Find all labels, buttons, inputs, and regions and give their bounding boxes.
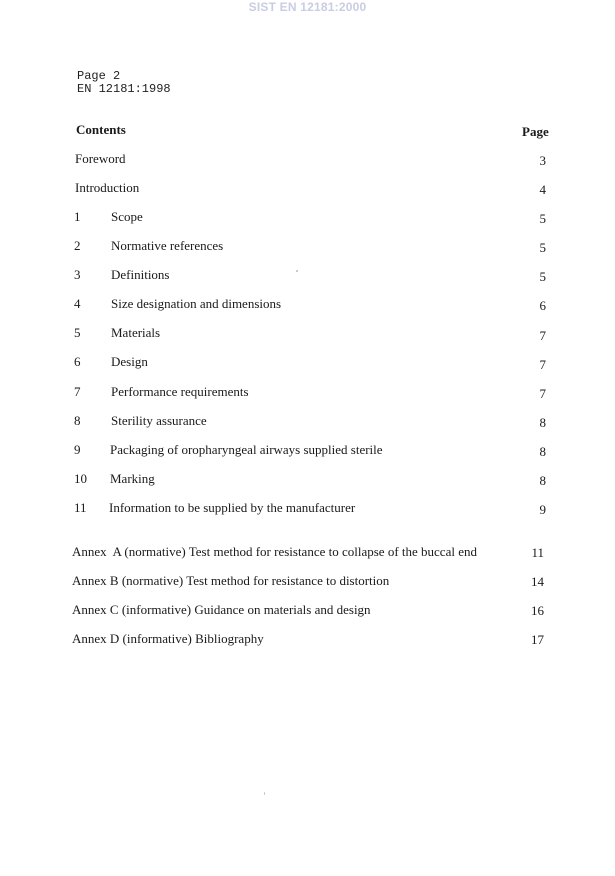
- toc-annex-d: [0, 631, 615, 647]
- toc-clause-number: 9: [74, 442, 81, 457]
- toc-clause-number: 8: [74, 413, 81, 428]
- toc-annex-page: 16: [531, 603, 544, 618]
- toc-clause-page: 5: [539, 211, 546, 226]
- toc-clause-number: 1: [74, 209, 81, 224]
- toc-clause-page: 8: [539, 473, 546, 488]
- toc-clause-11: [0, 500, 615, 516]
- toc-clause-number: 11: [74, 500, 87, 515]
- toc-clause-number: 3: [74, 267, 81, 282]
- toc-clause-3: [0, 267, 615, 283]
- toc-clause-number: 4: [74, 296, 81, 311]
- toc-clause-1: [0, 209, 615, 225]
- toc-entry-title: Introduction: [75, 180, 140, 195]
- toc-clause-page: 7: [539, 328, 546, 343]
- toc-clause-page: 6: [539, 298, 546, 313]
- toc-entry-title: Foreword: [75, 151, 126, 166]
- toc-clause-6: [0, 354, 615, 370]
- toc-clause-title: Marking: [110, 471, 155, 486]
- toc-clause-7: [0, 384, 615, 400]
- toc-annex-a: [0, 544, 615, 560]
- toc-clause-title: Scope: [111, 209, 143, 224]
- toc-clause-number: 10: [74, 471, 87, 486]
- toc-clause-number: 7: [74, 384, 81, 399]
- toc-clause-5: [0, 325, 615, 341]
- toc-entry-page: 4: [539, 182, 546, 197]
- toc-clause-title: Normative references: [111, 238, 224, 253]
- toc-clause-title: Materials: [111, 325, 161, 340]
- toc-entry-foreword: [0, 151, 615, 167]
- toc-clause-title: Size designation and dimensions: [111, 296, 282, 311]
- toc-clause-title: Design: [111, 354, 148, 369]
- toc-annex-b: [0, 573, 615, 589]
- toc-clause-page: 5: [539, 240, 546, 255]
- toc-clause-4: [0, 296, 615, 312]
- toc-annex-title: Annex A (normative) Test method for resistance to collapse of the buccal end: [72, 544, 477, 559]
- contents-heading: Contents: [76, 122, 126, 137]
- toc-entry-introduction: [0, 180, 615, 196]
- toc-clause-2: [0, 238, 615, 254]
- toc-clause-9: [0, 442, 615, 458]
- toc-annex-title: Annex C (informative) Guidance on materials and design: [72, 602, 371, 617]
- toc-clause-page: 8: [539, 415, 546, 430]
- watermark: SIST EN 12181:2000: [248, 0, 367, 14]
- toc-clause-page: 7: [539, 386, 546, 401]
- page-header: [77, 70, 171, 96]
- toc-clause-number: 6: [74, 354, 81, 369]
- toc-clause-page: 5: [539, 269, 546, 284]
- toc-clause-8: [0, 413, 615, 429]
- toc-annex-title: Annex D (informative) Bibliography: [72, 631, 264, 646]
- scan-speck: [264, 792, 265, 795]
- toc-clause-page: 8: [539, 444, 546, 459]
- toc-clause-title: Performance requirements: [111, 384, 249, 399]
- toc-annex-page: 11: [531, 545, 544, 560]
- page-number: Page 2: [77, 69, 121, 83]
- toc-clause-title: Packaging of oropharyngeal airways supplied sterile: [110, 442, 383, 457]
- toc-entry-page: 3: [539, 153, 546, 168]
- toc-clause-number: 5: [74, 325, 81, 340]
- toc-clause-number: 2: [74, 238, 81, 253]
- standard-number: EN 12181:1998: [77, 82, 171, 96]
- toc-annex-title: Annex B (normative) Test method for resistance to distortion: [72, 573, 390, 588]
- toc-clause-title: Definitions: [111, 267, 170, 282]
- toc-annex-page: 17: [531, 632, 544, 647]
- page-column-heading: Page: [522, 124, 549, 139]
- toc-clause-title: Sterility assurance: [111, 413, 207, 428]
- toc-annex-c: [0, 602, 615, 618]
- toc-clause-page: 9: [539, 502, 546, 517]
- toc-clause-page: 7: [539, 357, 546, 372]
- toc-clause-title: Information to be supplied by the manufacturer: [109, 500, 356, 515]
- scan-speck: [296, 270, 298, 272]
- toc-clause-10: [0, 471, 615, 487]
- toc-annex-page: 14: [531, 574, 544, 589]
